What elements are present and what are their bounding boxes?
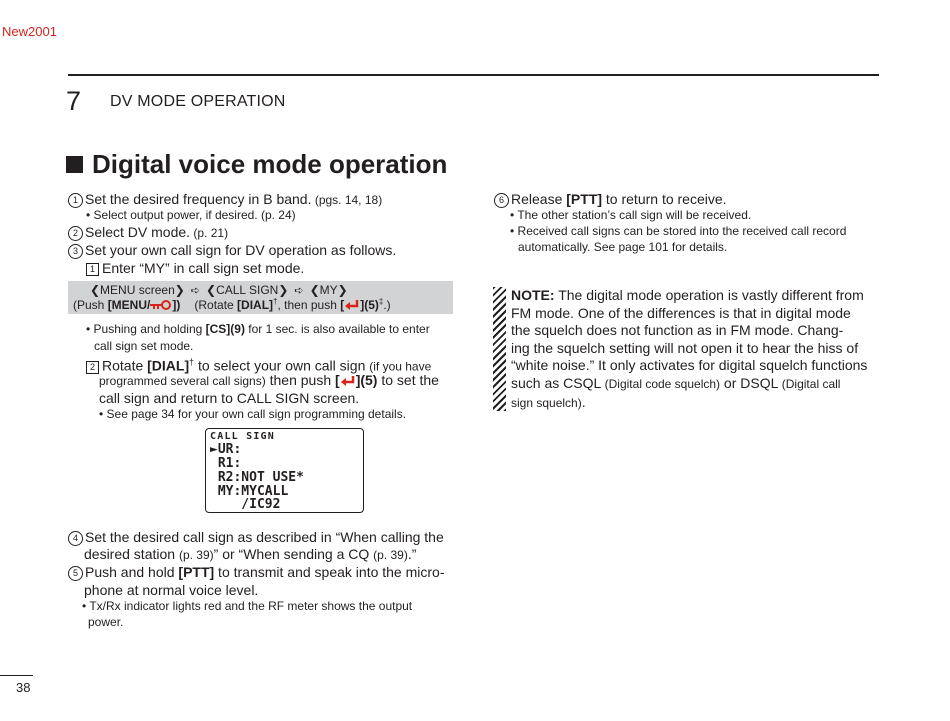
header-rule — [68, 74, 879, 76]
revision-stamp: New2001 — [2, 24, 57, 39]
step-text: to return to receive. — [602, 191, 727, 207]
step-3-sub-1 — [86, 259, 304, 277]
sub-step-text: Enter “MY” in call sign set mode. — [102, 260, 305, 276]
push-text: (Push — [73, 298, 108, 312]
page-ref: (p. 39) — [178, 548, 214, 562]
note-line: FM mode. One of the differences is that in digital mode — [511, 304, 851, 321]
step-5-line2: phone at normal voice level. — [84, 582, 259, 598]
step-text: Set your own call sign for DV operation as follows. — [85, 242, 397, 258]
square-bullet-icon — [66, 156, 83, 173]
sub-step-text: to select your own call sign — [194, 357, 370, 374]
note-small: (Digital call — [781, 376, 841, 391]
step-text: ” or “When sending a CQ — [213, 546, 374, 562]
ptt-key-label: [PTT] — [566, 191, 603, 207]
step-2 — [68, 223, 228, 242]
arrow-right-icon: ➪ — [294, 285, 304, 297]
note-hatch-bar — [493, 287, 506, 411]
chapter-title: DV MODE OPERATION — [110, 93, 286, 110]
menu-path-bar — [68, 281, 453, 314]
step-4 — [68, 528, 444, 546]
bullet-text: • Pushing and holding — [86, 322, 206, 336]
step-number: 1 — [68, 193, 83, 208]
enter-arrow-icon — [344, 299, 360, 311]
menu-key-label: [MENU/ — [107, 298, 151, 312]
note-small: sign squelch) — [511, 395, 582, 410]
step-3 — [68, 241, 396, 259]
dagger-mark: † — [189, 357, 195, 367]
step-3-sub-2-line2 — [99, 371, 439, 390]
step-text: Select DV mode. — [85, 224, 191, 240]
menu-item-menu-screen: ❮MENU screen❯ — [90, 283, 185, 297]
page-number-rule — [0, 675, 33, 676]
then-push-text: , then push — [277, 298, 341, 312]
step-3-sub-2-bullet: • See page 34 for your own call sign programming details. — [99, 407, 407, 421]
step-5 — [68, 563, 445, 581]
note-text: or DSQL — [720, 374, 782, 391]
enter-arrow-icon — [340, 375, 356, 387]
step-number: 2 — [68, 226, 83, 241]
double-dagger-mark: ‡ — [378, 297, 384, 306]
step-6-bullet-2-cont: automatically. See page 101 for details. — [518, 240, 728, 254]
step-3-bullet-cont: call sign set mode. — [94, 339, 194, 353]
note-text: The digital mode operation is vastly different from — [554, 287, 864, 303]
ptt-key-label: [PTT] — [178, 564, 215, 580]
section-title-text: Digital voice mode operation — [92, 149, 448, 179]
lcd-line-my: MY:MYCALL — [210, 484, 289, 499]
lcd-line-ur: ►UR: — [210, 442, 242, 457]
step-number: 3 — [68, 244, 83, 259]
dial-key-label: [DIAL] — [237, 298, 274, 312]
note-small: (Digital code squelch) — [604, 376, 721, 391]
note-line: ing the squelch setting will not open it to hear the hiss of — [511, 339, 859, 356]
note-line — [511, 375, 879, 394]
step-6-bullet-1: • The other station’s call sign will be received. — [510, 208, 752, 222]
enter-key-open: [ — [335, 372, 340, 388]
step-number: 5 — [68, 566, 83, 581]
step-4-line2 — [84, 545, 416, 564]
cs-key-label: [CS](9) — [205, 322, 245, 336]
lcd-line-suffix: /IC92 — [210, 497, 281, 512]
step-5-bullet: • Tx/Rx indicator lights red and the RF meter shows the output — [82, 599, 413, 613]
lcd-line-r2: R2:NOT USE* — [210, 470, 304, 485]
rotate-text: (Rotate — [194, 298, 238, 312]
menu-item-my: ❮MY❯ — [309, 283, 348, 297]
page-ref: (p. 21) — [190, 226, 229, 240]
note-text: . — [581, 393, 586, 410]
menu-path — [90, 283, 348, 297]
sub-step-text: to set the — [377, 372, 439, 388]
sub-step-number: 1 — [86, 263, 99, 276]
step-3-bullet — [86, 321, 430, 337]
page-ref: (p. 39) — [373, 548, 408, 562]
dial-key-label: [DIAL] — [147, 357, 190, 374]
push-close: ]) — [172, 298, 181, 312]
enter-key-close: ](5) — [355, 372, 378, 388]
arrow-right-icon: ➪ — [190, 285, 201, 297]
bullet-text: for 1 sec. is also available to enter — [244, 322, 430, 336]
step-6 — [494, 190, 727, 208]
lcd-line-r1: R1: — [210, 456, 242, 471]
sub-step-text: then push — [265, 372, 336, 388]
step-6-bullet-2: • Received call signs can be stored into the received call record — [510, 224, 847, 238]
step-text: Set the desired call sign as described in “When calling the — [85, 529, 444, 545]
step-text: Set the desired frequency in B band. — [85, 191, 312, 207]
dagger-mark: † — [273, 297, 278, 306]
sub-step-small: (if you have — [369, 359, 432, 374]
lcd-display — [205, 428, 364, 513]
note-label: NOTE: — [511, 287, 555, 303]
step-number: 4 — [68, 531, 83, 546]
page-ref: (pgs. 14, 18) — [311, 193, 383, 207]
step-5-bullet-cont: power. — [88, 615, 124, 629]
note-line: the squelch does not function as in FM mode. Chang- — [511, 322, 844, 339]
section-title — [66, 149, 447, 180]
menu-item-call-sign: ❮CALL SIGN❯ — [206, 283, 289, 297]
menu-key-instructions — [73, 297, 391, 312]
rotate-end: .) — [383, 298, 391, 312]
note-text: such as CSQL — [511, 374, 605, 391]
sub-step-small: programmed several call signs) — [99, 374, 266, 388]
step-text: to transmit and speak into the micro- — [214, 564, 445, 580]
enter-key-open: [ — [340, 298, 345, 312]
sub-step-text: Rotate — [102, 357, 148, 374]
enter-key-close: ](5) — [360, 298, 379, 312]
page-number: 38 — [16, 680, 31, 695]
step-1-bullet: • Select output power, if desired. (p. 24) — [86, 208, 296, 222]
note-body — [511, 287, 879, 412]
step-text: Release — [511, 191, 567, 207]
step-number: 6 — [494, 193, 509, 208]
note-line — [511, 287, 879, 305]
step-text: desired station — [84, 546, 179, 562]
step-text: .” — [407, 546, 417, 562]
note-line: “white noise.” It only activates for digital squelch functions — [511, 357, 868, 374]
key-lock-icon — [150, 300, 172, 310]
step-text: Push and hold — [85, 564, 179, 580]
note-line — [511, 394, 879, 413]
sub-step-number: 2 — [86, 361, 99, 374]
lcd-header: CALL SIGN — [210, 431, 275, 442]
chapter-number: 7 — [66, 86, 82, 116]
step-3-sub-2-line3: call sign and return to CALL SIGN screen. — [99, 390, 360, 406]
